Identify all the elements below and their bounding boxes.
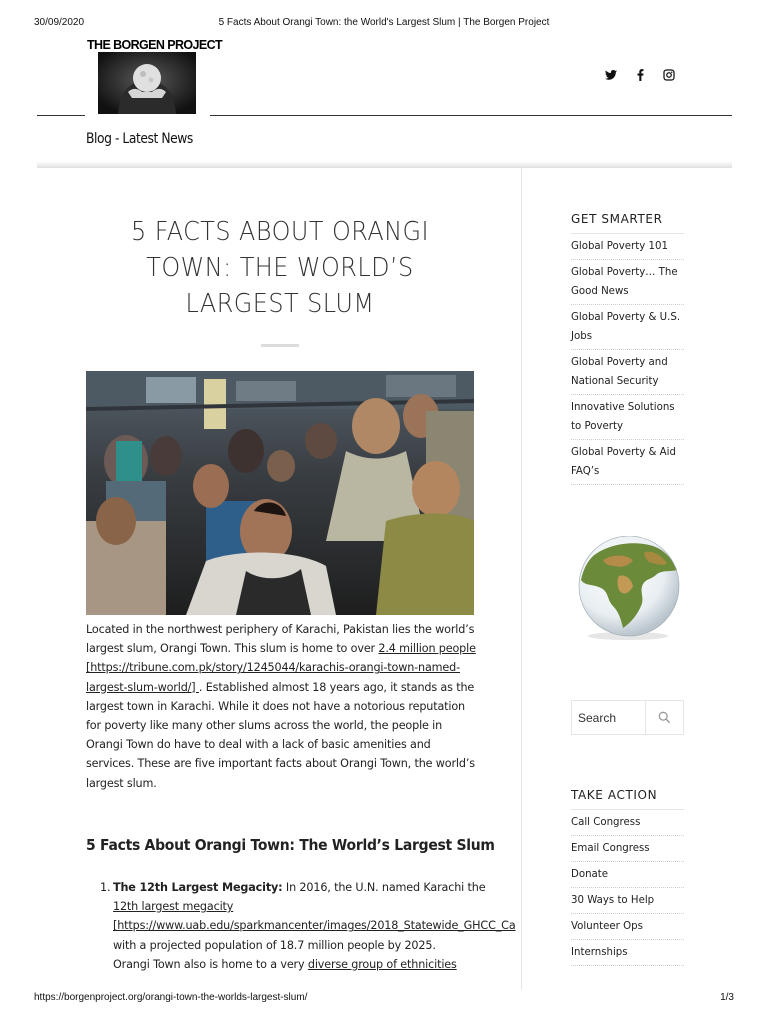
twitter-icon[interactable]: [604, 68, 618, 82]
sidebar-link-email-congress[interactable]: Email Congress: [571, 836, 684, 862]
print-page-number: 1/3: [720, 992, 734, 1003]
megacity-link[interactable]: 12th largest megacity: [113, 900, 234, 914]
sidebar-link-donate[interactable]: Donate: [571, 862, 684, 888]
print-footer: [34, 992, 734, 1006]
sidebar-link-good-news[interactable]: Global Poverty… The Good News: [571, 260, 684, 305]
ethnicities-link[interactable]: diverse group of ethnicities: [307, 957, 457, 971]
sidebar-divider: [521, 168, 522, 990]
fact-text-3: Orangi Town also is home to a very: [113, 957, 308, 971]
search-box: [571, 700, 684, 735]
search-button[interactable]: [645, 701, 683, 734]
get-smarter-title: GET SMARTER: [571, 212, 684, 234]
fact-text-1: In 2016, the U.N. named Karachi the: [282, 881, 486, 894]
print-url: https://borgenproject.org/orangi-town-the-worlds-largest-slum/: [34, 992, 308, 1003]
site-header: [37, 38, 732, 168]
fact-list-item-1: [100, 878, 523, 974]
sidebar-link-30-ways[interactable]: 30 Ways to Help: [571, 888, 684, 914]
sidebar-link-innovative-solutions[interactable]: Innovative Solutions to Poverty: [571, 395, 684, 440]
search-icon: [658, 711, 671, 724]
logo-text: THE BORGEN PROJECT: [87, 38, 223, 52]
intro-text-1: Located in the northwest periphery of Karachi, Pakistan lies the world’s largest slum, Orangi Town. This slum is home to over: [86, 623, 475, 656]
megacity-link-url[interactable]: [https://www.uab.edu/sparkmancenter/images/2018_Statewide_GHCC_Ca: [113, 919, 516, 933]
facebook-icon[interactable]: [633, 68, 647, 82]
population-link[interactable]: 2.4 million people [https://tribune.com.pk/story/1245044/karachis-orangi-town-named-largest-slum-world/]: [86, 642, 476, 694]
nav-blog-latest-news[interactable]: Blog - Latest News: [86, 131, 193, 147]
sidebar-link-aid-faqs[interactable]: Global Poverty & Aid FAQ’s: [571, 440, 684, 485]
facts-heading: 5 Facts About Orangi Town: The World’s Largest Slum: [86, 836, 495, 854]
fact-number: 1.: [100, 881, 111, 894]
sidebar-link-national-security[interactable]: Global Poverty and National Security: [571, 350, 684, 395]
logo-image: [98, 52, 196, 114]
fact-text-2: with a projected population of 18.7 million people by 2025.: [113, 938, 436, 952]
title-separator: [261, 344, 299, 347]
header-shadow: [37, 161, 732, 168]
take-action-list: [571, 810, 684, 966]
site-logo[interactable]: [87, 38, 223, 114]
article-hero-image: [86, 371, 474, 615]
sidebar-link-internships[interactable]: Internships: [571, 940, 684, 966]
search-input[interactable]: [572, 711, 652, 725]
header-rule-right: [210, 115, 732, 116]
social-links: [604, 68, 676, 82]
sidebar-link-volunteer-ops[interactable]: Volunteer Ops: [571, 914, 684, 940]
sidebar-link-call-congress[interactable]: Call Congress: [571, 810, 684, 836]
sidebar-link-us-jobs[interactable]: Global Poverty & U.S. Jobs: [571, 305, 684, 350]
take-action-widget: [571, 788, 684, 966]
article-intro: [86, 620, 476, 793]
sidebar-link-global-poverty-101[interactable]: Global Poverty 101: [571, 234, 684, 260]
article-title: 5 FACTS ABOUT ORANGI TOWN: THE WORLD’S LARGEST SLUM: [130, 217, 430, 319]
print-header: [34, 17, 734, 31]
header-rule-left: [37, 115, 85, 116]
print-doc-title: 5 Facts About Orangi Town: the World's Largest Slum | The Borgen Project: [218, 17, 550, 28]
globe-image[interactable]: [573, 536, 683, 640]
get-smarter-list: [571, 234, 684, 485]
get-smarter-widget: [571, 212, 684, 485]
take-action-title: TAKE ACTION: [571, 788, 684, 810]
intro-text-2: . Established almost 18 years ago, it stands as the largest town in Karachi. While it does not have a notorious reputation for poverty like many other slums across the world, the people in Orangi Town do have to deal with a lack of basic amenities and services. These are five important facts about Orangi Town, the world’s largest slum.: [86, 680, 475, 790]
fact-title: The 12th Largest Megacity:: [113, 881, 283, 894]
instagram-icon[interactable]: [662, 68, 676, 82]
print-date: 30/09/2020: [34, 17, 85, 28]
